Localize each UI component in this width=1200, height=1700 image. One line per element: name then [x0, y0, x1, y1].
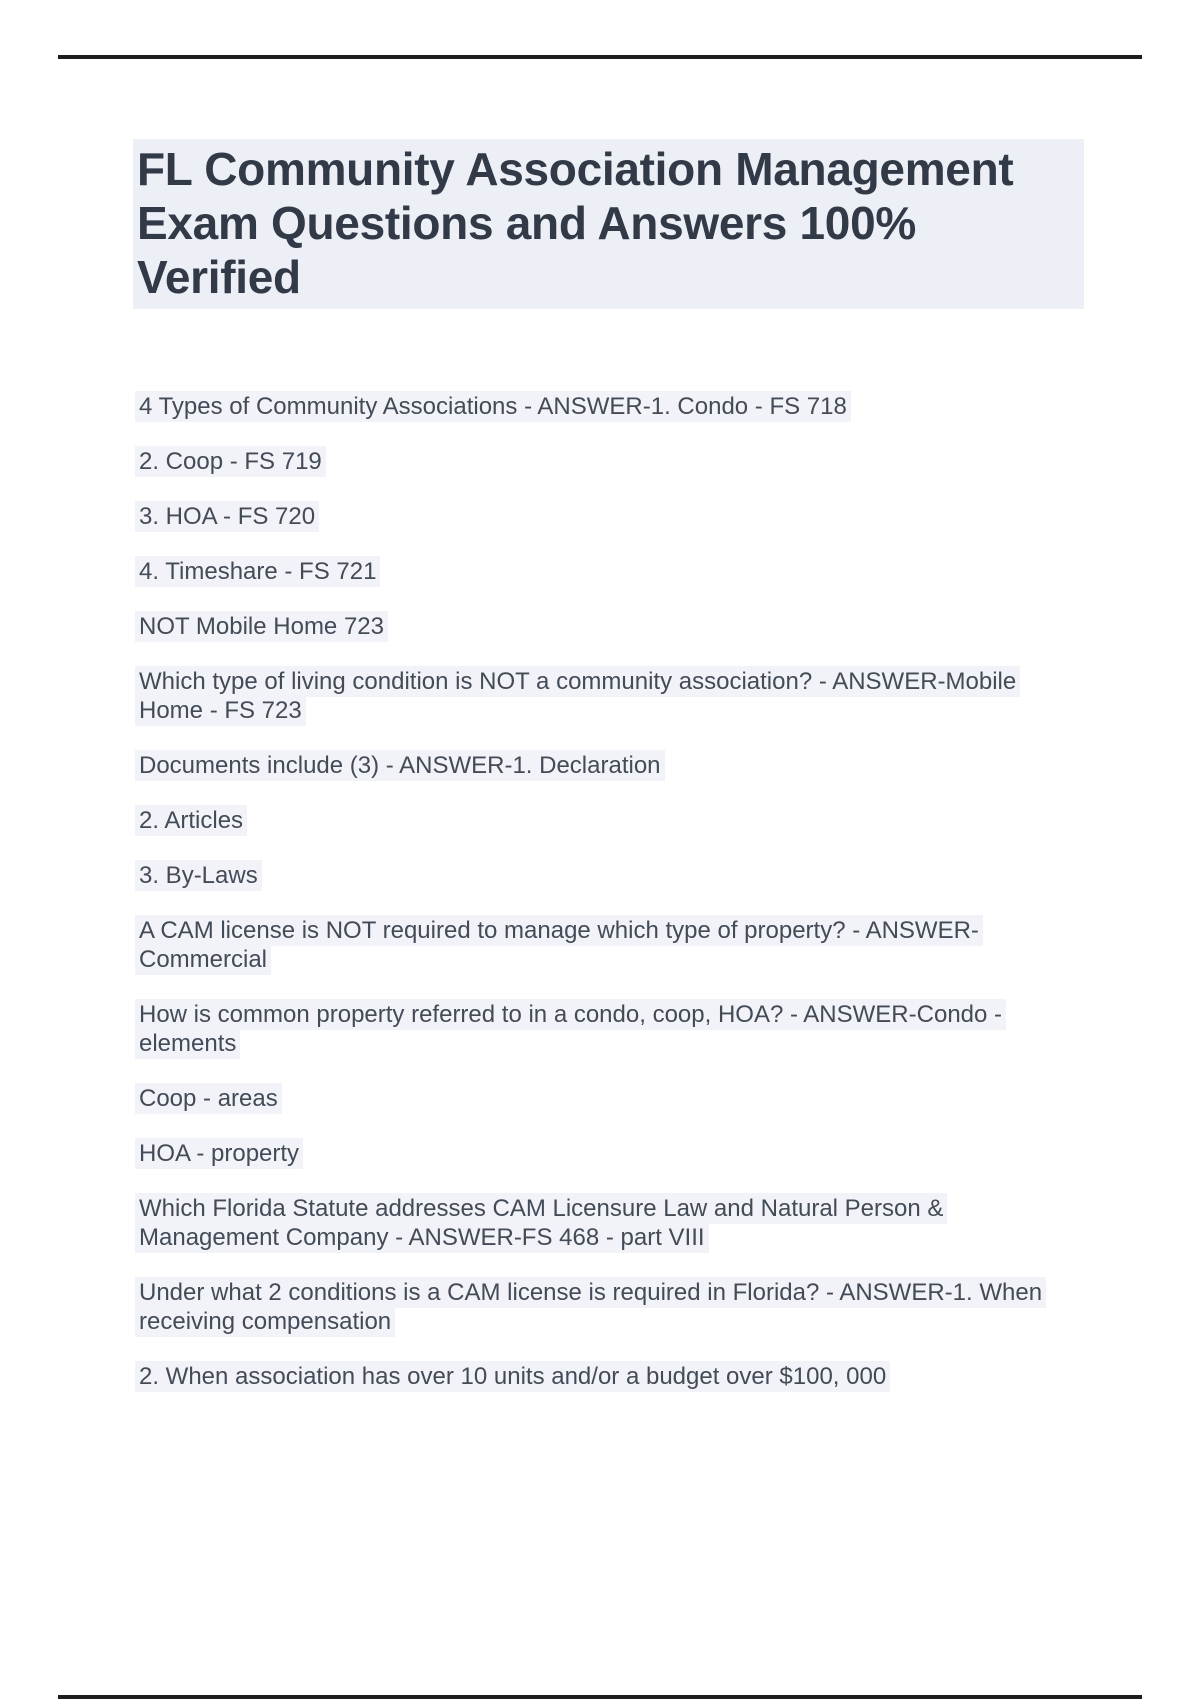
- paragraph: [135, 1194, 1080, 1252]
- paragraph: [135, 502, 1080, 531]
- paragraph-text: Documents include (3) - ANSWER-1. Declaration: [135, 750, 665, 781]
- page-title: FL Community Association Management Exam Questions and Answers 100% Verified: [133, 139, 1084, 309]
- document-body: [135, 392, 1080, 1417]
- paragraph: [135, 1139, 1080, 1168]
- paragraph-text: HOA - property: [135, 1138, 303, 1169]
- paragraph-text: NOT Mobile Home 723: [135, 611, 388, 642]
- top-border-rule: [58, 55, 1142, 59]
- paragraph-text: Coop - areas: [135, 1083, 282, 1114]
- paragraph-text: A CAM license is NOT required to manage which type of property? - ANSWER-Commercial: [135, 915, 983, 975]
- paragraph-text: Which Florida Statute addresses CAM Licensure Law and Natural Person & Management Company - ANSWER-FS 468 - part VIII: [135, 1193, 947, 1253]
- paragraph-text: 2. Articles: [135, 805, 247, 836]
- paragraph-text: Under what 2 conditions is a CAM license is required in Florida? - ANSWER-1. When receiving compensation: [135, 1277, 1046, 1337]
- paragraph-text: 3. By-Laws: [135, 860, 262, 891]
- paragraph: [135, 916, 1080, 974]
- paragraph: [135, 667, 1080, 725]
- paragraph: [135, 612, 1080, 641]
- paragraph-text: How is common property referred to in a condo, coop, HOA? - ANSWER-Condo - elements: [135, 999, 1006, 1059]
- paragraph: [135, 861, 1080, 890]
- paragraph: [135, 1362, 1080, 1391]
- paragraph: [135, 806, 1080, 835]
- paragraph: [135, 1084, 1080, 1113]
- paragraph-text: 4. Timeshare - FS 721: [135, 556, 380, 587]
- bottom-border-rule: [58, 1695, 1142, 1699]
- paragraph-text: 4 Types of Community Associations - ANSWER-1. Condo - FS 718: [135, 391, 851, 422]
- paragraph-text: 2. Coop - FS 719: [135, 446, 326, 477]
- paragraph-text: 2. When association has over 10 units and/or a budget over $100, 000: [135, 1361, 890, 1392]
- paragraph: [135, 447, 1080, 476]
- paragraph: [135, 1000, 1080, 1058]
- paragraph: [135, 557, 1080, 586]
- paragraph: [135, 1278, 1080, 1336]
- paragraph-text: 3. HOA - FS 720: [135, 501, 319, 532]
- paragraph: [135, 751, 1080, 780]
- paragraph-text: Which type of living condition is NOT a community association? - ANSWER-Mobile Home - FS 723: [135, 666, 1020, 726]
- paragraph: [135, 392, 1080, 421]
